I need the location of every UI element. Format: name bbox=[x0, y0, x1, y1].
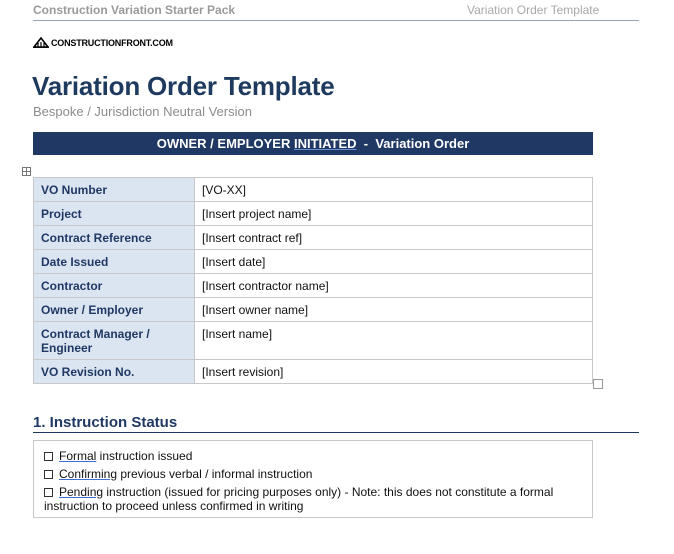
table-row bbox=[34, 202, 593, 226]
company-logo bbox=[33, 37, 173, 48]
header-divider bbox=[33, 20, 639, 21]
table-row bbox=[34, 360, 593, 384]
logo-text: CONSTRUCTIONFRONT.COM bbox=[51, 37, 173, 48]
row-label: VO Number bbox=[34, 178, 195, 202]
instruction-option-pending[interactable] bbox=[44, 485, 579, 513]
instruction-option-formal[interactable] bbox=[44, 449, 192, 463]
section-heading-instruction-status: 1. Instruction Status bbox=[33, 414, 178, 431]
row-value-cell[interactable]: [VO-XX] bbox=[195, 178, 593, 202]
table-row bbox=[34, 226, 593, 250]
variation-order-details-table bbox=[33, 177, 593, 384]
option-text-continued: instruction to proceed unless confirmed in writing bbox=[44, 499, 304, 513]
table-row bbox=[34, 274, 593, 298]
table-row bbox=[34, 298, 593, 322]
checkbox[interactable] bbox=[44, 470, 53, 479]
row-label: VO Revision No. bbox=[34, 360, 195, 384]
header-pack-name: Construction Variation Starter Pack bbox=[33, 3, 236, 17]
row-value-cell[interactable]: [Insert contract ref] bbox=[195, 226, 593, 250]
document-title: Variation Order Template bbox=[32, 71, 335, 101]
row-label: Date Issued bbox=[34, 250, 195, 274]
banner-text-suffix: - Variation Order bbox=[356, 136, 470, 151]
option-keyword: Confirming bbox=[59, 467, 118, 481]
table-move-handle-icon[interactable] bbox=[22, 167, 31, 176]
row-value-cell[interactable]: [Insert date] bbox=[195, 250, 593, 274]
option-text: instruction (issued for pricing purposes only) - Note: this does not constitute a formal bbox=[103, 485, 554, 499]
header-template-name: Variation Order Template bbox=[467, 3, 600, 17]
row-value-cell[interactable]: [Insert name] bbox=[195, 322, 593, 360]
section-heading-underline bbox=[33, 432, 639, 433]
row-value-cell[interactable]: [Insert owner name] bbox=[195, 298, 593, 322]
checkbox[interactable] bbox=[44, 452, 53, 461]
instruction-status-box bbox=[33, 440, 593, 518]
row-label: Contractor bbox=[34, 274, 195, 298]
table-row bbox=[34, 250, 593, 274]
instruction-option-confirming[interactable] bbox=[44, 467, 312, 481]
banner-text-initiated: INITIATED bbox=[293, 136, 357, 151]
checkbox[interactable] bbox=[44, 488, 53, 497]
row-label: Owner / Employer bbox=[34, 298, 195, 322]
option-text: instruction issued bbox=[96, 449, 193, 463]
row-label: Contract Manager / Engineer bbox=[34, 322, 195, 360]
house-roof-icon bbox=[33, 37, 49, 48]
row-value-cell[interactable]: [Insert project name] bbox=[195, 202, 593, 226]
section-banner bbox=[33, 132, 593, 155]
option-keyword: Pending bbox=[59, 485, 104, 499]
table-row bbox=[34, 178, 593, 202]
table-row bbox=[34, 322, 593, 360]
row-label: Project bbox=[34, 202, 195, 226]
row-value-cell[interactable]: [Insert revision] bbox=[195, 360, 593, 384]
document-subtitle: Bespoke / Jurisdiction Neutral Version bbox=[33, 104, 252, 119]
row-label: Contract Reference bbox=[34, 226, 195, 250]
option-keyword: Formal bbox=[59, 449, 97, 463]
option-text: previous verbal / informal instruction bbox=[117, 467, 313, 481]
table-resize-handle[interactable] bbox=[593, 379, 603, 389]
banner-text-prefix: OWNER / EMPLOYER bbox=[156, 136, 294, 151]
row-value-cell[interactable]: [Insert contractor name] bbox=[195, 274, 593, 298]
